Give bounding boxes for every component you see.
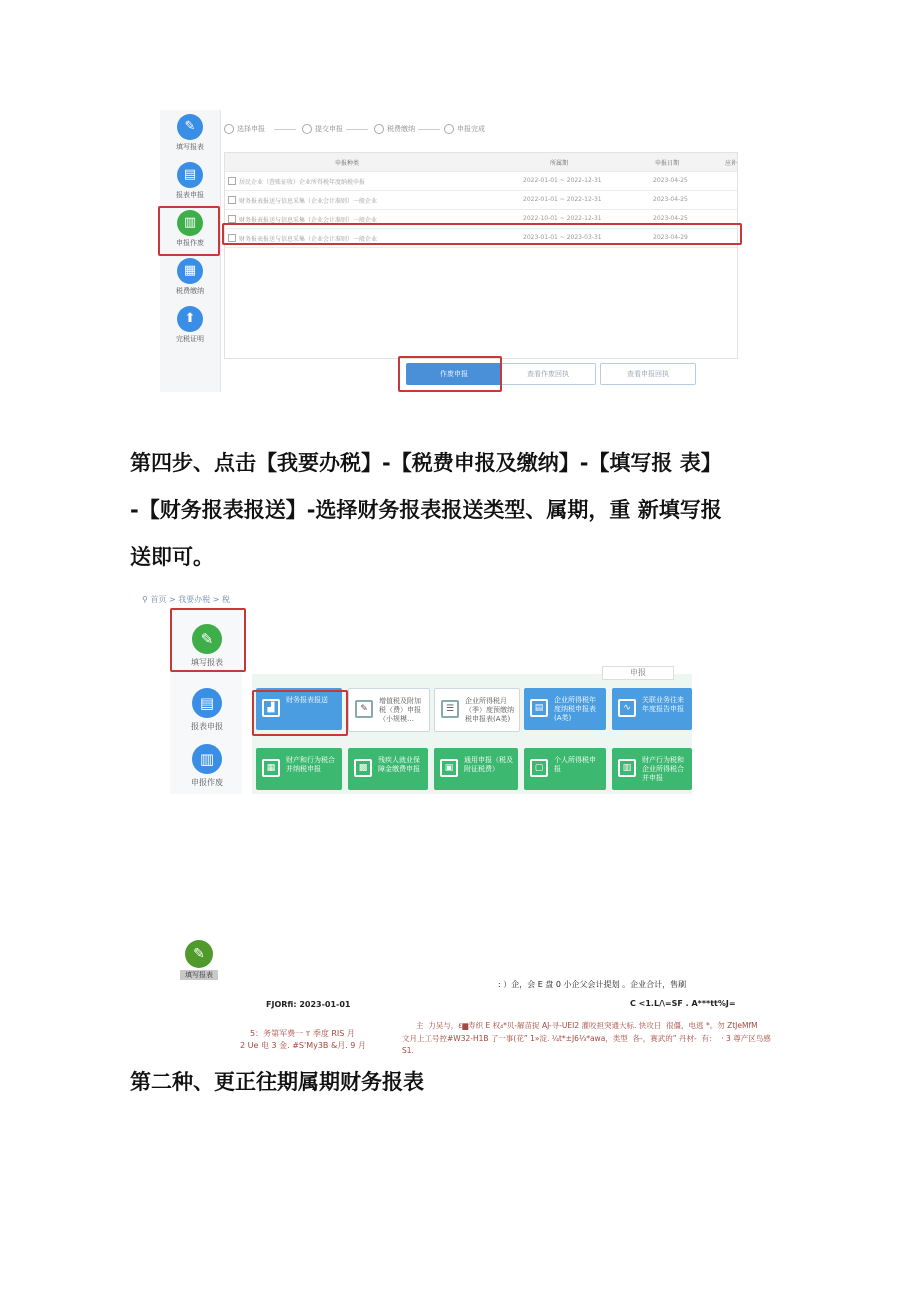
payment-icon: ▦ <box>177 258 203 284</box>
tile-vat-declare[interactable]: ✎ 增值税及附加税（费）申报（小规模… <box>348 688 430 732</box>
table-row[interactable]: 居民企业（查账征收）企业所得税年度纳税申报 2022-01-01 ~ 2022-12-31 2023-04-25 <box>225 172 737 191</box>
sidebar-item-payment[interactable]: ▦ 税费缴纳 <box>166 258 214 306</box>
tile-property-tax[interactable]: ▦ 财产和行为税合并纳税申报 <box>256 748 342 790</box>
highlight-fill-report <box>170 608 246 672</box>
step4-line-1: 第四步、点击【我要办税】-【税费申报及缴纳】-【填写报 表】 <box>130 451 722 475</box>
location-icon: ⚲ <box>142 595 148 604</box>
form-icon: ✎ <box>355 700 373 718</box>
highlight-financial-report-tile <box>252 690 348 736</box>
garbled-line-1: : ）企，会 E 盘 0 小企父会计提划 。企业合计，售刷 <box>498 980 687 989</box>
highlight-selected-row <box>222 223 742 245</box>
graph-icon: ∿ <box>618 699 636 717</box>
list-icon: ☰ <box>441 700 459 718</box>
person-icon: ▢ <box>530 759 548 777</box>
fill-report-mini[interactable]: ✎ 填写报表 <box>180 938 218 982</box>
sidebar-item-report-declare[interactable]: ▤ 报表申报 <box>174 682 240 740</box>
void-icon: ▥ <box>192 744 222 774</box>
step-4: 申报完成 <box>444 124 485 134</box>
highlight-void-sidebar <box>158 206 220 256</box>
tile-cit-annual[interactable]: ▤ 企业所得税年度纳税申报表(A类) <box>524 688 606 730</box>
void-icon: ▥ <box>177 210 203 236</box>
sidebar-item-fill-report[interactable]: ✎ 填写报表 <box>174 618 240 676</box>
highlight-void-button <box>398 356 502 392</box>
sidebar-item-fill-report[interactable]: ✎ 填写报表 <box>166 114 214 162</box>
tile-merged-declare[interactable]: ▥ 财产行为税和企业所得税合并申报 <box>612 748 692 790</box>
merge-icon: ▥ <box>618 759 636 777</box>
tile-personal-income-tax[interactable]: ▢ 个人所得税申报 <box>524 748 606 790</box>
tax-icon: ▦ <box>262 759 280 777</box>
breadcrumb[interactable]: ⚲ 首页 > 我要办税 > 税 <box>142 595 230 604</box>
garbled-red-left-1: 5：务第军费一 т 季度 RIS 月 <box>250 1029 355 1038</box>
declare-tab[interactable]: 申报 <box>602 666 674 680</box>
row-checkbox[interactable] <box>228 215 236 223</box>
row-checkbox[interactable] <box>228 177 236 185</box>
table-row[interactable]: 财务报表报送与信息采集（企业会计准则）一般企业 2022-10-01 ~ 2022-12-31 2023-04-25 <box>225 210 737 229</box>
screenshot-fill-report <box>142 594 692 796</box>
screenshot-declaration-void <box>160 110 738 392</box>
document-icon: ▤ <box>177 162 203 188</box>
table-row[interactable]: 财务报表报送与信息采集（企业会计准则）一般企业 2023-01-01 ~ 2023-03-31 2023-04-29 <box>225 229 737 248</box>
view-void-receipt-button[interactable]: 查看作废回执 <box>500 363 596 385</box>
tile-general-declare[interactable]: ▣ 通用申报（税及附征税费） <box>434 748 518 790</box>
chart-icon: ▟ <box>262 699 280 717</box>
declaration-table <box>224 152 738 359</box>
row-checkbox[interactable] <box>228 196 236 204</box>
tile-financial-report[interactable]: ▟ 财务报表报送 <box>256 688 342 730</box>
garbled-period: FJORfi: 2023-01-01 <box>266 1000 351 1009</box>
garbled-red-right-3: S1. <box>402 1046 414 1055</box>
step-indicator <box>224 120 734 140</box>
step4-line-2: -【财务报表报送】-选择财务报表报送类型、属期，重 新填写报 <box>130 498 722 522</box>
tile-related-transactions[interactable]: ∿ 关联业务往来年度报告申报 <box>612 688 692 730</box>
view-declare-receipt-button[interactable]: 查看申报回执 <box>600 363 696 385</box>
sidebar-item-report-declare[interactable]: ▤ 报表申报 <box>166 162 214 210</box>
tile-disabled-employment[interactable]: ▩ 残疾人就业保障金缴费申报 <box>348 748 428 790</box>
step-2: 提交申报 <box>302 124 343 134</box>
tile-cit-quarterly[interactable]: ☰ 企业所得税月（季）度预缴纳税申报表(A类) <box>434 688 520 732</box>
section-heading: 第二种、更正往期属期财务报表 <box>130 1070 424 1094</box>
garbled-line-2: C <1.L/\=SF . A***tt%J= <box>630 999 736 1008</box>
step-1: 选择申报 <box>224 124 265 134</box>
people-icon: ▩ <box>354 759 372 777</box>
step4-line-3: 送即可。 <box>130 545 214 569</box>
pen-icon: ✎ <box>192 624 222 654</box>
general-icon: ▣ <box>440 759 458 777</box>
garbled-red-left-2: 2 Ue 电 3 金. #S'My3B &月. 9 月 <box>240 1041 366 1050</box>
pen-icon: ✎ <box>177 114 203 140</box>
garbled-red-right-2: 文月上工号控#W32-H1B 了一事(花” 1»淀. ¼t*±J6⅓*awa，类型 各-，赛武的” 丹材- 有： · 3 尊产区鸟感 <box>402 1034 771 1043</box>
sidebar-item-void[interactable]: ▥ 申报作废 <box>166 210 214 258</box>
sidebar-item-void[interactable]: ▥ 申报作废 <box>174 738 240 796</box>
step-3: 税费缴纳 <box>374 124 415 134</box>
book-icon: ▤ <box>530 699 548 717</box>
table-header: 申报种类 所属期 申报日期 应补 <box>225 153 737 172</box>
void-declaration-button[interactable]: 作废申报 <box>406 363 502 385</box>
table-row[interactable]: 财务报表报送与信息采集（企业会计准则）一般企业 2022-01-01 ~ 2022-12-31 2023-04-25 <box>225 191 737 210</box>
pen-icon: ✎ <box>185 940 213 968</box>
sidebar-item-certificate[interactable]: ⬆ 完税证明 <box>166 306 214 354</box>
certificate-icon: ⬆ <box>177 306 203 332</box>
document-icon: ▤ <box>192 688 222 718</box>
garbled-red-right-1: 主 力吴与，ε▆寿织 E 权₄*贝-解苗捉 AJ-寻-UEI2 灌咬担突通大标. 快攻日 很僵，电逃 *。勿 ZtJeMfM <box>416 1021 758 1030</box>
